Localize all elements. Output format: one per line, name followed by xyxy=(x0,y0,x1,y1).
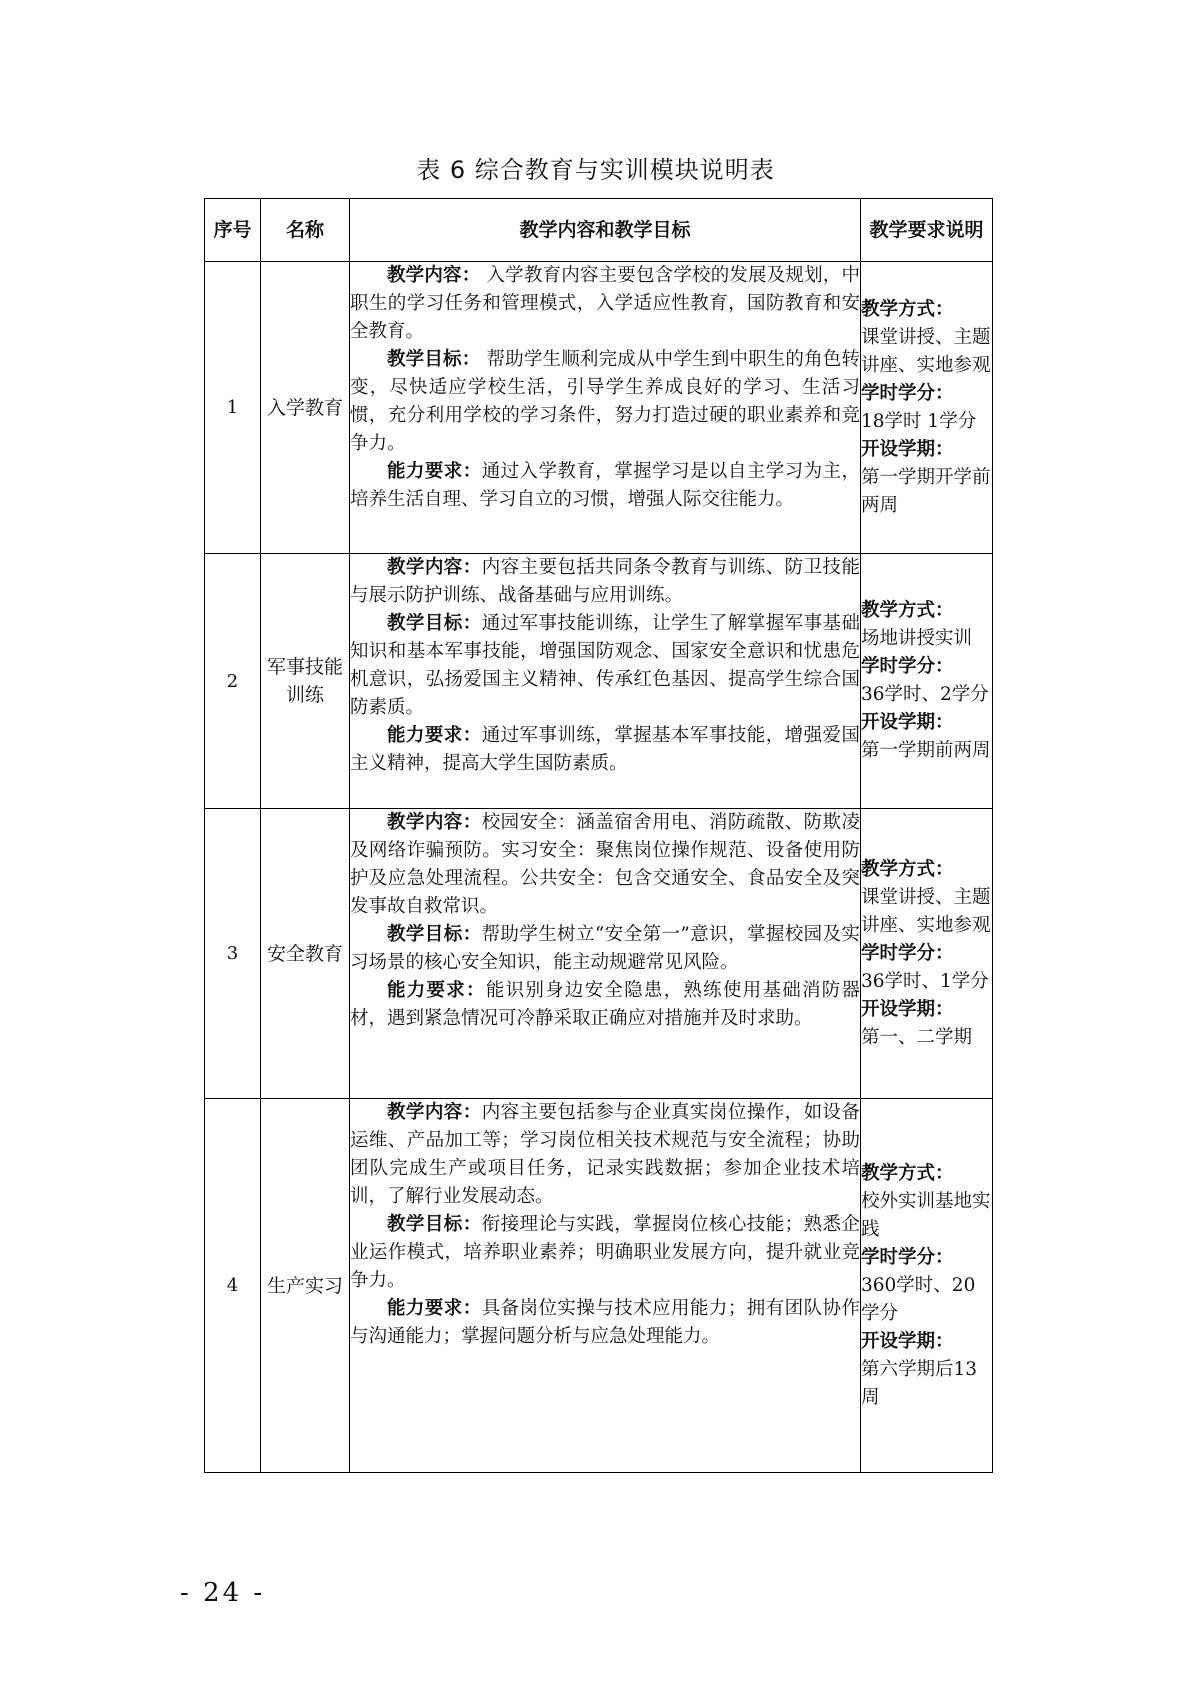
row-name: 军事技能训练 xyxy=(261,554,350,809)
table-title: 表 6 综合教育与实训模块说明表 xyxy=(416,156,775,184)
method-text: 场地讲授实训 xyxy=(861,628,973,649)
goal-text: 帮助学生树立“安全第一”意识，掌握校园及实习场景的核心安全知识，能主动规避常见风险。 xyxy=(350,924,860,973)
ability-label: 能力要求： xyxy=(387,461,482,482)
method-text: 校外实训基地实践 xyxy=(861,1190,991,1240)
goal-label: 教学目标： xyxy=(387,1214,482,1235)
content-text: 内容主要包括参与企业真实岗位操作，如设备运维、产品加工等；学习岗位相关技术规范与安全流程；协助团队完成生产或项目任务，记录实践数据；参加企业技术培训，了解行业发展动态。 xyxy=(350,1102,860,1207)
goal-text: 帮助学生顺利完成从中学生到中职生的角色转变，尽快适应学校生活，引导学生养成良好的学习、生活习惯，充分利用学校的学习条件，努力打造过硬的职业素养和竞争力。 xyxy=(350,349,860,454)
row-no: 2 xyxy=(205,554,261,809)
term-text: 第一、二学期 xyxy=(861,1026,973,1048)
row-req xyxy=(861,554,993,809)
hours-text: 36学时、2学分 xyxy=(861,684,989,705)
term-label: 开设学期： xyxy=(861,712,954,733)
goal-text: 通过军事技能训练，让学生了解掌握军事基础知识和基本军事技能，增强国防观念、国家安全意识和忧患危机意识，弘扬爱国主义精神、传承红色基因、提高学生综合国防素质。 xyxy=(350,613,860,718)
row-content xyxy=(350,1099,861,1473)
content-label: 教学内容： xyxy=(387,557,482,578)
term-label: 开设学期： xyxy=(861,1330,954,1352)
term-text: 第一学期开学前两周 xyxy=(861,466,991,516)
hours-text: 18学时 1学分 xyxy=(861,410,977,432)
row-no: 4 xyxy=(205,1099,261,1473)
content-label: 教学内容： xyxy=(387,812,482,833)
method-text: 课堂讲授、主题讲座、实地参观 xyxy=(861,886,991,936)
content-label: 教学内容： xyxy=(387,1102,482,1123)
header-no: 序号 xyxy=(205,199,261,262)
method-text: 课堂讲授、主题讲座、实地参观 xyxy=(861,326,991,376)
header-row xyxy=(205,199,993,262)
row-no: 1 xyxy=(205,262,261,554)
ability-text: 能识别身边安全隐患，熟练使用基础消防器材，遇到紧急情况可冷静采取正确应对措施并及时求助。 xyxy=(350,980,860,1029)
hours-label: 学时学分： xyxy=(861,382,954,404)
row-no: 3 xyxy=(205,809,261,1099)
hours-label: 学时学分： xyxy=(861,942,954,964)
hours-label: 学时学分： xyxy=(861,656,954,677)
row-content xyxy=(350,809,861,1099)
row-content xyxy=(350,554,861,809)
ability-text: 通过入学教育，掌握学习是以自主学习为主，培养生活自理、学习自立的习惯，增强人际交往能力。 xyxy=(350,461,860,510)
hours-label: 学时学分： xyxy=(861,1246,954,1268)
row-name: 入学教育 xyxy=(261,262,350,554)
table-row xyxy=(205,262,993,554)
method-label: 教学方式： xyxy=(861,858,954,880)
ability-text: 具备岗位实操与技术应用能力；拥有团队协作与沟通能力；掌握问题分析与应急处理能力。 xyxy=(350,1298,860,1347)
header-name: 名称 xyxy=(261,199,350,262)
row-name: 生产实习 xyxy=(261,1099,350,1473)
content-text: 入学教育内容主要包含学校的发展及规划，中职生的学习任务和管理模式，入学适应性教育，国防教育和安全教育。 xyxy=(350,265,860,342)
row-req xyxy=(861,262,993,554)
hours-text: 360学时、20学分 xyxy=(861,1274,976,1324)
content-text: 内容主要包括共同条令教育与训练、防卫技能与展示防护训练、战备基础与应用训练。 xyxy=(350,557,860,606)
content-text: 校园安全：涵盖宿舍用电、消防疏散、防欺凌及网络诈骗预防。实习安全：聚焦岗位操作规范、设备使用防护及应急处理流程。公共安全：包含交通安全、食品安全及突发事故自救常识。 xyxy=(350,812,860,917)
goal-label: 教学目标： xyxy=(387,349,481,370)
term-text: 第一学期前两周 xyxy=(861,740,991,761)
ability-text: 通过军事训练，掌握基本军事技能，增强爱国主义精神，提高大学生国防素质。 xyxy=(350,725,860,774)
goal-label: 教学目标： xyxy=(387,924,482,945)
term-text: 第六学期后13周 xyxy=(861,1358,978,1408)
table-row xyxy=(205,809,993,1099)
row-req xyxy=(861,1099,993,1473)
method-label: 教学方式： xyxy=(861,1162,954,1184)
row-name: 安全教育 xyxy=(261,809,350,1099)
table-row xyxy=(205,554,993,809)
method-label: 教学方式： xyxy=(861,600,954,621)
ability-label: 能力要求： xyxy=(387,980,486,1001)
ability-label: 能力要求： xyxy=(387,1298,482,1319)
page-number: - 24 - xyxy=(180,1578,266,1608)
ability-label: 能力要求： xyxy=(387,725,482,746)
goal-text: 衔接理论与实践，掌握岗位核心技能；熟悉企业运作模式，培养职业素养；明确职业发展方向，提升就业竞争力。 xyxy=(350,1214,860,1291)
table-row xyxy=(205,1099,993,1473)
row-req xyxy=(861,809,993,1099)
content-label: 教学内容： xyxy=(387,265,481,286)
hours-text: 36学时、1学分 xyxy=(861,970,989,992)
header-req: 教学要求说明 xyxy=(861,199,993,262)
row-content xyxy=(350,262,861,554)
header-content: 教学内容和教学目标 xyxy=(350,199,861,262)
method-label: 教学方式： xyxy=(861,298,954,320)
module-table xyxy=(204,198,993,1473)
term-label: 开设学期： xyxy=(861,998,954,1020)
term-label: 开设学期： xyxy=(861,438,954,460)
goal-label: 教学目标： xyxy=(387,613,482,634)
